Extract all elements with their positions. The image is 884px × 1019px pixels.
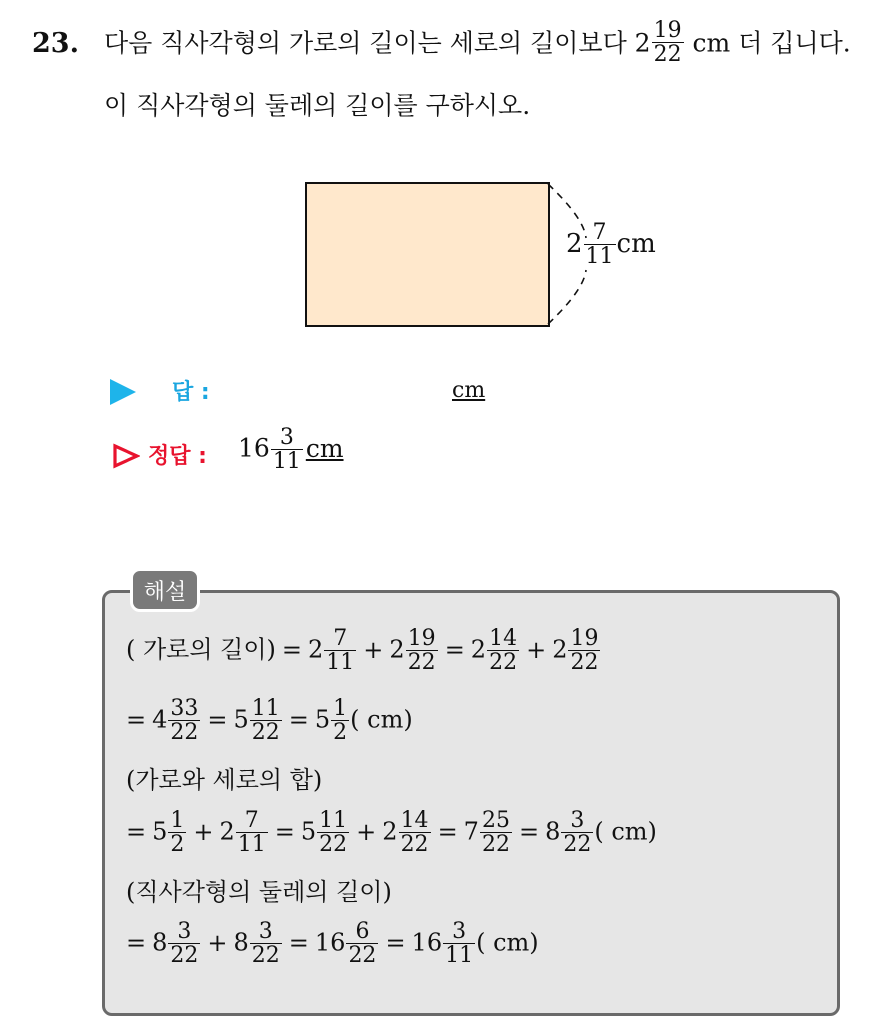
fraction-numerator: 1 xyxy=(333,696,348,721)
question-line-2: 이 직사각형의 둘레의 길이를 구하시오. xyxy=(104,91,531,120)
solution-fraction xyxy=(331,698,349,744)
fraction-numerator: 11 xyxy=(319,808,348,833)
math-term: 4 xyxy=(152,705,168,734)
fraction-numerator: 7 xyxy=(244,808,259,833)
fraction-denominator: 22 xyxy=(170,720,199,745)
question-number: 23. xyxy=(32,28,79,59)
correct-unit: cm xyxy=(305,433,344,463)
solution-fraction xyxy=(443,921,475,967)
correct-answer-value xyxy=(238,427,344,473)
solution-fraction xyxy=(406,628,438,674)
math-operator: = xyxy=(437,817,458,846)
question-line-1-text: 다음 직사각형의 가로의 길이는 세로의 길이보다 2 xyxy=(104,28,651,58)
fraction-denominator: 22 xyxy=(348,943,377,968)
fraction-numerator: 19 xyxy=(407,626,436,651)
side-length-whole: 2 xyxy=(566,229,583,259)
fraction-numerator: 25 xyxy=(481,808,510,833)
fraction-denominator: 22 xyxy=(400,832,429,857)
math-operator: = xyxy=(518,817,540,846)
math-term: 16 xyxy=(411,928,443,957)
play-triangle-icon xyxy=(110,379,136,405)
fraction-numerator: 3 xyxy=(177,919,192,944)
fraction-numerator: 19 xyxy=(653,18,682,43)
correct-answer-label: 정답 : xyxy=(148,444,207,469)
math-term: 8 xyxy=(545,817,561,846)
fraction-numerator: 6 xyxy=(355,919,370,944)
math-operator: = xyxy=(274,817,295,846)
fraction-denominator: 22 xyxy=(251,943,280,968)
math-operator: = xyxy=(281,635,303,664)
solution-fraction xyxy=(487,628,519,674)
fraction-numerator: 19 xyxy=(570,626,599,651)
fraction-numerator: 11 xyxy=(251,696,280,721)
solution-tab: 해설 xyxy=(130,568,200,612)
correct-fraction xyxy=(271,427,303,473)
math-term: 8 xyxy=(152,928,168,957)
correct-whole: 16 xyxy=(238,433,270,463)
side-length-label xyxy=(566,222,656,268)
fraction-denominator: 22 xyxy=(407,650,436,675)
math-term: ( cm) xyxy=(594,817,657,846)
math-term: 8 xyxy=(233,928,249,957)
fraction-denominator: 11 xyxy=(585,244,614,269)
rectangle-figure xyxy=(305,182,550,327)
math-term: 2 xyxy=(308,635,324,664)
solution-fraction xyxy=(317,810,349,856)
solution-fraction xyxy=(346,921,378,967)
question-line-1 xyxy=(104,18,851,68)
math-operator: + xyxy=(207,928,228,957)
math-term: 2 xyxy=(389,635,405,664)
question-line-1-tail: cm 더 깁니다. xyxy=(684,28,851,58)
fraction-numerator: 3 xyxy=(279,425,294,450)
side-length-fraction xyxy=(584,222,616,268)
solution-fraction xyxy=(250,698,282,744)
math-term: 5 xyxy=(314,705,331,734)
math-term: 5 xyxy=(152,817,168,846)
solution-fraction xyxy=(480,810,512,856)
fraction-numerator: 14 xyxy=(400,808,429,833)
math-operator: = xyxy=(207,705,228,734)
math-term: 7 xyxy=(463,817,479,846)
math-operator: = xyxy=(444,635,465,664)
fraction-denominator: 22 xyxy=(570,650,599,675)
math-term: ( cm) xyxy=(476,928,539,957)
math-operator: = xyxy=(126,705,147,734)
math-term: 16 xyxy=(314,928,346,957)
fraction-denominator: 11 xyxy=(237,832,266,857)
fraction-denominator: 22 xyxy=(481,832,510,857)
math-term: 2 xyxy=(552,635,568,664)
math-operator: = xyxy=(126,928,147,957)
answer-label: 답 : xyxy=(172,380,210,405)
solution-fraction xyxy=(168,921,200,967)
outline-triangle-icon xyxy=(112,443,140,469)
solution-term-label: ( 가로의 길이) xyxy=(126,635,276,664)
solution-fraction xyxy=(324,628,356,674)
fraction-denominator: 22 xyxy=(653,42,682,67)
solution-line-5: (직사각형의 둘레의 길이) xyxy=(126,878,392,906)
correct-answer-row xyxy=(110,427,370,487)
fraction-numerator: 33 xyxy=(170,696,199,721)
answer-unit: cm xyxy=(452,378,486,403)
solution-line-6 xyxy=(126,921,539,967)
math-term: ( cm) xyxy=(350,705,413,734)
solution-line-3: (가로와 세로의 합) xyxy=(126,766,323,794)
fraction-numerator: 3 xyxy=(258,919,273,944)
math-operator: = xyxy=(126,817,147,846)
solution-fraction xyxy=(236,810,268,856)
math-term: 5 xyxy=(233,705,249,734)
fraction-denominator: 22 xyxy=(563,832,592,857)
math-operator: = xyxy=(385,928,406,957)
math-operator: = xyxy=(288,928,309,957)
math-operator: = xyxy=(288,705,309,734)
question-fraction xyxy=(652,20,684,66)
fraction-denominator: 22 xyxy=(170,943,199,968)
fraction-denominator: 11 xyxy=(445,943,474,968)
math-term: 2 xyxy=(470,635,487,664)
solution-fraction xyxy=(168,810,186,856)
fraction-denominator: 2 xyxy=(333,720,348,745)
side-length-unit: cm xyxy=(616,229,656,259)
fraction-numerator: 1 xyxy=(170,808,185,833)
math-operator: + xyxy=(356,817,377,846)
fraction-denominator: 11 xyxy=(272,449,301,474)
fraction-denominator: 11 xyxy=(326,650,355,675)
math-term: 2 xyxy=(382,817,398,846)
fraction-numerator: 7 xyxy=(592,220,607,245)
solution-line-4 xyxy=(126,810,657,856)
fraction-numerator: 3 xyxy=(452,919,467,944)
solution-fraction xyxy=(561,810,593,856)
solution-fraction xyxy=(250,921,282,967)
solution-fraction xyxy=(168,698,200,744)
fraction-denominator: 2 xyxy=(170,832,185,857)
math-operator: + xyxy=(526,635,547,664)
solution-fraction xyxy=(568,628,600,674)
fraction-numerator: 14 xyxy=(489,626,518,651)
fraction-numerator: 3 xyxy=(570,808,585,833)
fraction-numerator: 7 xyxy=(333,626,348,651)
solution-fraction xyxy=(399,810,431,856)
fraction-denominator: 22 xyxy=(489,650,518,675)
math-operator: + xyxy=(363,635,384,664)
fraction-denominator: 22 xyxy=(251,720,280,745)
fraction-denominator: 22 xyxy=(319,832,348,857)
solution-line-1 xyxy=(126,628,601,674)
math-term: 5 xyxy=(300,817,317,846)
math-operator: + xyxy=(193,817,214,846)
math-term: 2 xyxy=(219,817,235,846)
solution-line-2 xyxy=(126,698,413,744)
